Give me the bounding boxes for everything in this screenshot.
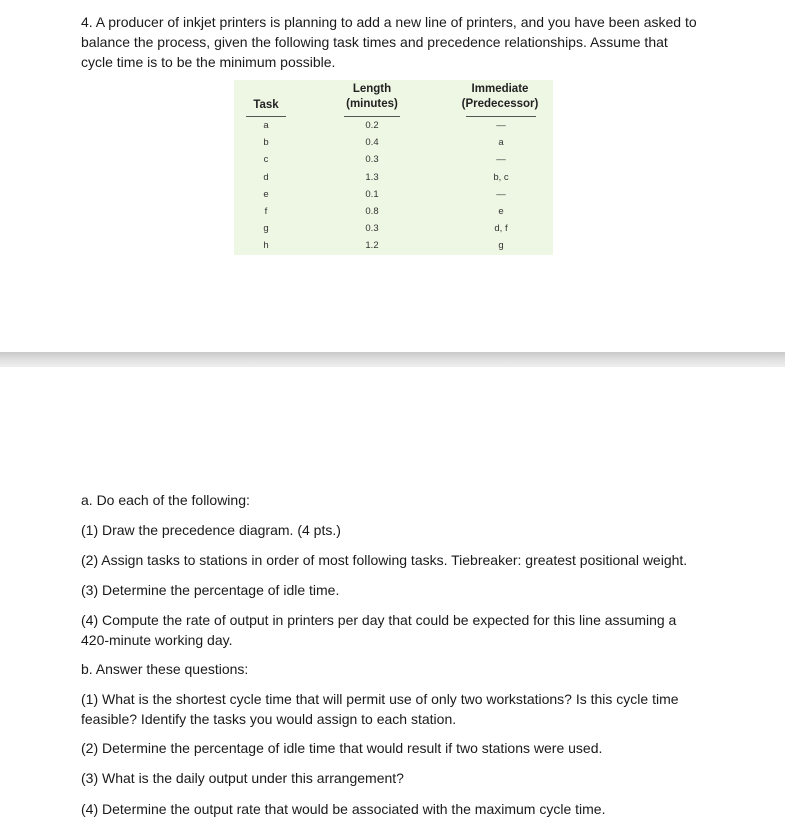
predecessor-cell: d, f	[494, 223, 508, 234]
predecessor-cell: —	[496, 154, 506, 165]
part-a-item: (3) Determine the percentage of idle time.	[81, 582, 340, 598]
section-divider	[0, 352, 785, 367]
predecessor-cell: a	[498, 137, 504, 148]
predecessor-cell: g	[498, 240, 504, 251]
length-cell: 0.3	[365, 223, 379, 234]
problem-statement: 4. A producer of inkjet printers is planning to add a new line of printers, and you have been asked to balance the process, given the following task times and precedence relationships. Assume that cycle time is to be the minimum possible.	[81, 14, 697, 70]
table-row	[234, 169, 553, 186]
task-cell: d	[263, 172, 269, 183]
task-cell: a	[263, 120, 269, 131]
part-b-item: (1) What is the shortest cycle time that will permit use of only two workstations? Is this cycle time feasible? Identify the tasks you would assign to each station.	[81, 691, 679, 727]
part-a-item: (4) Compute the rate of output in printers per day that could be expected for this line assuming a 420-minute working day.	[81, 612, 677, 648]
predecessor-cell: e	[498, 206, 504, 217]
length-cell: 1.2	[365, 240, 379, 251]
predecessor-cell: b, c	[493, 172, 509, 183]
header-task: Task	[253, 99, 279, 111]
length-cell: 0.1	[365, 189, 379, 200]
header-length	[334, 82, 410, 112]
part-b-item: (4) Determine the output rate that would be associated with the maximum cycle time.	[81, 801, 606, 817]
table-row	[234, 203, 553, 220]
table-row	[234, 134, 553, 151]
part-b-heading: b. Answer these questions:	[81, 661, 249, 677]
header-length-line1: Length	[352, 83, 392, 95]
task-cell: h	[263, 240, 269, 251]
length-cell: 0.4	[365, 137, 379, 148]
part-a-item: (1) Draw the precedence diagram. (4 pts.)	[81, 522, 341, 538]
length-cell: 1.3	[365, 172, 379, 183]
table-row	[234, 151, 553, 168]
header-length-line2: (minutes)	[346, 98, 398, 110]
task-cell: g	[263, 223, 269, 234]
part-b-item: (3) What is the daily output under this arrangement?	[81, 770, 404, 786]
table-row	[234, 237, 553, 254]
task-cell: b	[263, 137, 269, 148]
length-cell: 0.3	[365, 154, 379, 165]
part-b-item: (2) Determine the percentage of idle time that would result if two stations were used.	[81, 740, 603, 756]
table-row	[234, 220, 553, 237]
header-predecessor	[456, 82, 544, 112]
task-cell: f	[264, 206, 268, 217]
predecessor-cell: —	[496, 189, 506, 200]
part-a-heading: a. Do each of the following:	[81, 492, 250, 508]
length-cell: 0.2	[365, 120, 379, 131]
part-a-item: (2) Assign tasks to stations in order of most following tasks. Tiebreaker: greatest positional weight.	[81, 552, 688, 568]
table-row	[234, 186, 553, 203]
header-pred-line2: (Predecessor)	[461, 98, 539, 110]
length-cell: 0.8	[365, 206, 379, 217]
task-table	[234, 80, 553, 255]
predecessor-cell: —	[496, 120, 506, 131]
task-cell: c	[263, 154, 269, 165]
task-cell: e	[263, 189, 269, 200]
table-row	[234, 117, 553, 134]
header-pred-line1: Immediate	[471, 83, 529, 95]
